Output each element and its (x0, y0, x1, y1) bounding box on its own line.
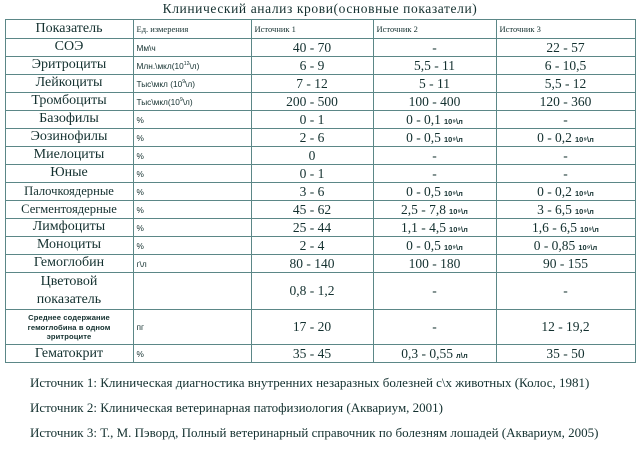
source-1-value: 35 - 45 (251, 345, 373, 363)
source-3-value: - (496, 147, 635, 165)
source-1-value: 17 - 20 (251, 310, 373, 345)
source-3-value: 0 - 0,2 10⁹\л (496, 129, 635, 147)
parameter-name: Палочкоядерные (5, 183, 133, 201)
measurement-unit: % (133, 219, 251, 237)
measurement-unit: % (133, 129, 251, 147)
source-1-value: 80 - 140 (251, 255, 373, 273)
source-citation: Источник 3: Т., М. Пэворд, Полный ветеринарный справочник по болезням лошадей (Аквариум, 2005) (30, 425, 599, 441)
column-header-source3: Источник 3 (496, 20, 635, 39)
measurement-unit: $Тыс\backslash мкл(10^9\backslash л)$ (133, 93, 251, 111)
source-citation: Источник 2: Клиническая ветеринарная патофизиология (Аквариум, 2001) (30, 400, 444, 416)
measurement-unit: пг (133, 310, 251, 345)
parameter-name: Тромбоциты (5, 93, 133, 111)
source-2-value: - (373, 39, 496, 57)
source-3-value: - (496, 273, 635, 310)
source-1-value: 0 - 1 (251, 111, 373, 129)
column-header-source2: Источник 2 (373, 20, 496, 39)
measurement-unit: % (133, 345, 251, 363)
table-row (5, 273, 635, 310)
value-unit-suffix: 10⁹\л (443, 116, 463, 126)
table-row (5, 310, 635, 345)
table-row (5, 237, 635, 255)
measurement-unit: $Млн.\backslash мкл(10^{12}\backslash л)$ (133, 57, 251, 75)
source-1-value: 25 - 44 (251, 219, 373, 237)
measurement-unit: % (133, 147, 251, 165)
parameter-name: Миелоциты (5, 147, 133, 165)
measurement-unit: % (133, 183, 251, 201)
value-unit-suffix: 10⁹\л (449, 206, 468, 216)
value-unit-suffix: 10⁹\л (443, 188, 463, 198)
page-title: Клинический анализ крови(основные показатели) (162, 1, 478, 16)
value-unit-suffix: 10⁹\л (574, 188, 594, 198)
source-1-value: 2 - 6 (251, 129, 373, 147)
table-row (5, 39, 635, 57)
parameter-name: Лейкоциты (5, 75, 133, 93)
measurement-unit: Тыс\мкл $(10^9\backslash л)$ (133, 75, 251, 93)
source-2-value: 5,5 - 11 (373, 57, 496, 75)
source-3-value: 6 - 10,5 (496, 57, 635, 75)
table-row (5, 165, 635, 183)
source-2-value: - (373, 147, 496, 165)
source-1-value: 45 - 62 (251, 201, 373, 219)
table-row (5, 219, 635, 237)
value-unit-suffix: 10⁹\л (574, 206, 594, 216)
table-row (5, 57, 635, 75)
column-header-unit: Ед. измерения (133, 20, 251, 39)
measurement-unit: г\л (133, 255, 251, 273)
column-header-parameter: Показатель (5, 20, 133, 39)
source-3-value: 120 - 360 (496, 93, 635, 111)
table-row (5, 201, 635, 219)
source-3-value: 5,5 - 12 (496, 75, 635, 93)
parameter-name: Моноциты (5, 237, 133, 255)
source-1-value: 0 (251, 147, 373, 165)
parameter-name: Гематокрит (5, 345, 133, 363)
value-unit-suffix: 10⁹\л (449, 224, 468, 234)
parameter-name: Базофилы (5, 111, 133, 129)
parameter-name: Среднее содержание гемоглобина в одном эритроците (5, 310, 133, 345)
table-row (5, 345, 635, 363)
source-2-value: - (373, 165, 496, 183)
source-citation: Источник 1: Клиническая диагностика внутренних незаразных болезней с\х животных (Колос, 1981) (30, 375, 590, 391)
table-row (5, 93, 635, 111)
source-2-value: 5 - 11 (373, 75, 496, 93)
parameter-name: Юные (5, 165, 133, 183)
column-header-source1: Источник 1 (251, 20, 373, 39)
table-row (5, 255, 635, 273)
source-3-value: 0 - 0,2 10⁹\л (496, 183, 635, 201)
value-unit-suffix: 10⁹\л (578, 242, 598, 252)
source-2-value: - (373, 273, 496, 310)
measurement-unit: % (133, 237, 251, 255)
source-2-value: 2,5 - 7,8 10⁹\л (373, 201, 496, 219)
measurement-unit: Мм\ч (133, 39, 251, 57)
source-3-value: 3 - 6,5 10⁹\л (496, 201, 635, 219)
source-3-value: 35 - 50 (496, 345, 635, 363)
source-2-value: 0 - 0,5 10⁹\л (373, 237, 496, 255)
source-2-value: 0 - 0,1 10⁹\л (373, 111, 496, 129)
value-unit-suffix: 10⁹\л (443, 134, 463, 144)
parameter-name: Лимфоциты (5, 219, 133, 237)
table-row (5, 129, 635, 147)
source-1-value: 6 - 9 (251, 57, 373, 75)
source-3-value: - (496, 111, 635, 129)
parameter-name: Цветовой показатель (5, 273, 133, 310)
table-row (5, 183, 635, 201)
source-2-value: 100 - 400 (373, 93, 496, 111)
source-2-value: 0 - 0,5 10⁹\л (373, 183, 496, 201)
source-1-value: 0,8 - 1,2 (251, 273, 373, 310)
source-1-value: 0 - 1 (251, 165, 373, 183)
table-row (5, 111, 635, 129)
source-2-value: - (373, 310, 496, 345)
source-2-value: 1,1 - 4,5 10⁹\л (373, 219, 496, 237)
table-row (5, 147, 635, 165)
value-unit-suffix: 10⁹\л (580, 224, 599, 234)
blood-analysis-table (5, 19, 636, 363)
source-1-value: 40 - 70 (251, 39, 373, 57)
source-1-value: 200 - 500 (251, 93, 373, 111)
source-1-value: 7 - 12 (251, 75, 373, 93)
parameter-name: Эозинофилы (5, 129, 133, 147)
source-2-value: 0 - 0,5 10⁹\л (373, 129, 496, 147)
source-citations (0, 376, 640, 439)
source-3-value: 90 - 155 (496, 255, 635, 273)
source-3-value: 12 - 19,2 (496, 310, 635, 345)
value-unit-suffix: 10⁹\л (574, 134, 594, 144)
source-3-value: 22 - 57 (496, 39, 635, 57)
measurement-unit (133, 273, 251, 310)
measurement-unit: % (133, 111, 251, 129)
table-header-row (5, 20, 635, 39)
table-header (5, 20, 635, 39)
table-row (5, 75, 635, 93)
source-3-value: 0 - 0,85 10⁹\л (496, 237, 635, 255)
source-1-value: 3 - 6 (251, 183, 373, 201)
source-1-value: 2 - 4 (251, 237, 373, 255)
source-2-value: 100 - 180 (373, 255, 496, 273)
parameter-name: Эритроциты (5, 57, 133, 75)
source-3-value: 1,6 - 6,5 10⁹\л (496, 219, 635, 237)
value-unit-suffix: л\л (456, 350, 468, 360)
parameter-name: СОЭ (5, 39, 133, 57)
parameter-name: Гемоглобин (5, 255, 133, 273)
measurement-unit: % (133, 201, 251, 219)
parameter-name: Сегментоядерные (5, 201, 133, 219)
source-3-value: - (496, 165, 635, 183)
value-unit-suffix: 10⁹\л (443, 242, 463, 252)
measurement-unit: % (133, 165, 251, 183)
source-2-value: 0,3 - 0,55 л\л (373, 345, 496, 363)
table-body (5, 39, 635, 363)
